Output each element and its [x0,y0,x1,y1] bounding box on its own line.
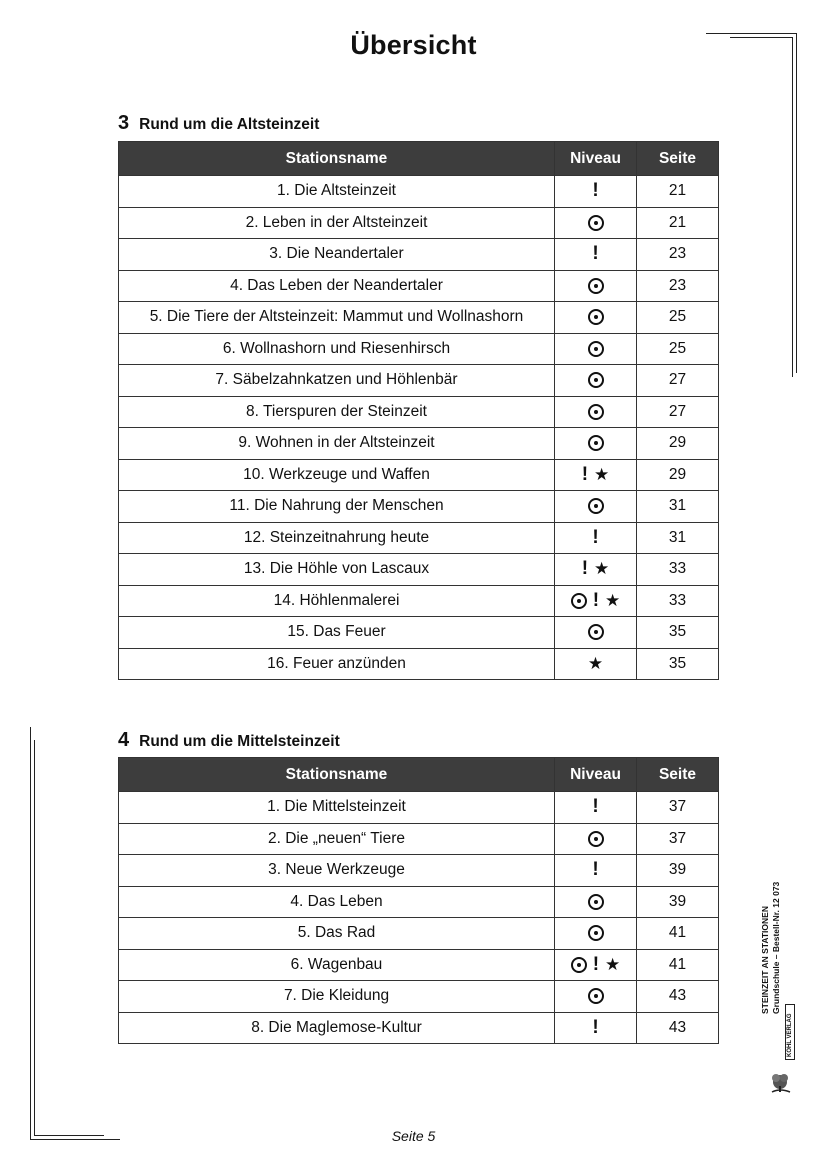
station-niveau [555,491,637,523]
station-page: 25 [637,333,719,365]
target-icon [588,215,604,231]
exclamation-icon: ! [592,180,599,202]
target-icon [571,957,587,973]
star-icon: ★ [594,464,610,484]
section-title: Rund um die Mittelsteinzeit [139,733,340,750]
station-name: 1. Die Altsteinzeit [119,176,555,208]
station-niveau [555,1012,637,1044]
station-niveau [555,270,637,302]
exclamation-icon: ! [592,526,599,548]
station-name: 8. Tierspuren der Steinzeit [119,396,555,428]
target-icon [588,624,604,640]
exclamation-icon: ! [581,558,589,580]
exclamation-icon: ! [592,953,600,975]
column-header-stationsname: Stationsname [119,142,555,176]
station-page: 21 [637,207,719,239]
station-name: 5. Die Tiere der Altsteinzeit: Mammut und Wollnashorn [119,302,555,334]
station-page: 29 [637,459,719,491]
exclamation-icon: ! [592,589,600,611]
table-row [119,365,719,397]
station-name: 3. Die Neandertaler [119,239,555,271]
station-page: 39 [637,855,719,887]
column-header-niveau: Niveau [555,142,637,176]
table-row [119,1012,719,1044]
frame-left-vertical-line [34,740,35,1136]
target-icon [588,988,604,1004]
station-name: 2. Die „neuen“ Tiere [119,823,555,855]
table-row [119,949,719,981]
frame-right-vertical-line [792,37,793,377]
stations-table [118,757,719,1044]
station-page: 31 [637,522,719,554]
station-name: 1. Die Mittelsteinzeit [119,792,555,824]
target-icon [588,309,604,325]
column-header-seite: Seite [637,758,719,792]
station-niveau [555,949,637,981]
table-row [119,207,719,239]
station-name: 12. Steinzeitnahrung heute [119,522,555,554]
station-niveau [555,981,637,1013]
station-page: 29 [637,428,719,460]
table-row [119,176,719,208]
star-icon: ★ [594,559,610,579]
target-icon [588,341,604,357]
table-row [119,522,719,554]
station-name: 4. Das Leben [119,886,555,918]
station-name: 3. Neue Werkzeuge [119,855,555,887]
station-niveau [555,648,637,680]
table-row [119,855,719,887]
target-icon [588,831,604,847]
station-name: 7. Säbelzahnkatzen und Höhlenbär [119,365,555,397]
station-niveau [555,396,637,428]
target-icon [588,894,604,910]
table-row [119,554,719,586]
publisher-logo-text: KOHL VERLAG [785,1004,795,1060]
frame-left-vertical-line [30,727,31,1139]
station-page: 21 [637,176,719,208]
station-niveau [555,855,637,887]
station-page: 37 [637,823,719,855]
section-heading [118,112,319,135]
target-icon [588,404,604,420]
station-niveau [555,176,637,208]
target-icon [588,435,604,451]
stations-table [118,141,719,680]
station-page: 35 [637,617,719,649]
station-niveau [555,792,637,824]
table-row [119,491,719,523]
column-header-seite: Seite [637,142,719,176]
station-page: 43 [637,981,719,1013]
station-niveau [555,554,637,586]
station-page: 25 [637,302,719,334]
station-name: 9. Wohnen in der Altsteinzeit [119,428,555,460]
frame-right-vertical-line [796,33,797,373]
station-name: 5. Das Rad [119,918,555,950]
column-header-niveau: Niveau [555,758,637,792]
station-name: 7. Die Kleidung [119,981,555,1013]
table-row [119,823,719,855]
target-icon [588,278,604,294]
star-icon: ★ [605,590,621,610]
table-row [119,981,719,1013]
table-header-row [119,142,719,176]
station-niveau [555,886,637,918]
table-header-row [119,758,719,792]
table-row [119,396,719,428]
station-page: 37 [637,792,719,824]
station-page: 33 [637,554,719,586]
station-page: 27 [637,396,719,428]
station-niveau [555,617,637,649]
station-niveau [555,239,637,271]
station-page: 23 [637,270,719,302]
station-niveau [555,823,637,855]
station-page: 43 [637,1012,719,1044]
exclamation-icon: ! [592,243,599,265]
station-page: 23 [637,239,719,271]
station-page: 31 [637,491,719,523]
exclamation-icon: ! [592,1016,599,1038]
station-niveau [555,365,637,397]
station-niveau [555,207,637,239]
target-icon [588,372,604,388]
station-name: 6. Wagenbau [119,949,555,981]
side-publisher-info [760,839,782,1014]
table-row [119,792,719,824]
table-row [119,886,719,918]
station-niveau [555,522,637,554]
station-page: 41 [637,949,719,981]
station-name: 16. Feuer anzünden [119,648,555,680]
station-name: 14. Höhlenmalerei [119,585,555,617]
table-row [119,333,719,365]
table-row [119,617,719,649]
table-row [119,459,719,491]
station-page: 27 [637,365,719,397]
side-order-number: Grundschule – Bestell-Nr. 12 073 [771,881,781,1014]
station-niveau [555,585,637,617]
table-row [119,585,719,617]
station-niveau [555,333,637,365]
station-niveau [555,428,637,460]
star-icon: ★ [587,653,604,673]
page-title: Übersicht [350,30,477,60]
section-number: 4 [118,729,130,751]
station-niveau [555,459,637,491]
table-row [119,428,719,460]
station-name: 11. Die Nahrung der Menschen [119,491,555,523]
table-row [119,302,719,334]
station-name: 10. Werkzeuge und Waffen [119,459,555,491]
section-number: 3 [118,112,130,134]
star-icon: ★ [605,954,621,974]
station-name: 8. Die Maglemose-Kultur [119,1012,555,1044]
table-row [119,270,719,302]
exclamation-icon: ! [592,796,599,818]
target-icon [588,498,604,514]
side-series-title: STEINZEIT AN STATIONEN [760,906,770,1014]
page-number: Seite 5 [391,1128,436,1144]
station-page: 35 [637,648,719,680]
target-icon [588,925,604,941]
station-name: 15. Das Feuer [119,617,555,649]
section-title: Rund um die Altsteinzeit [139,116,320,133]
station-niveau [555,302,637,334]
column-header-stationsname: Stationsname [119,758,555,792]
table-row [119,239,719,271]
target-icon [571,593,587,609]
station-page: 39 [637,886,719,918]
table-row [119,918,719,950]
exclamation-icon: ! [581,463,589,485]
station-name: 2. Leben in der Altsteinzeit [119,207,555,239]
station-name: 6. Wollnashorn und Riesenhirsch [119,333,555,365]
station-name: 13. Die Höhle von Lascaux [119,554,555,586]
table-row [119,648,719,680]
exclamation-icon: ! [592,859,599,881]
station-page: 41 [637,918,719,950]
station-niveau [555,918,637,950]
station-page: 33 [637,585,719,617]
station-name: 4. Das Leben der Neandertaler [119,270,555,302]
section-heading [118,729,340,752]
